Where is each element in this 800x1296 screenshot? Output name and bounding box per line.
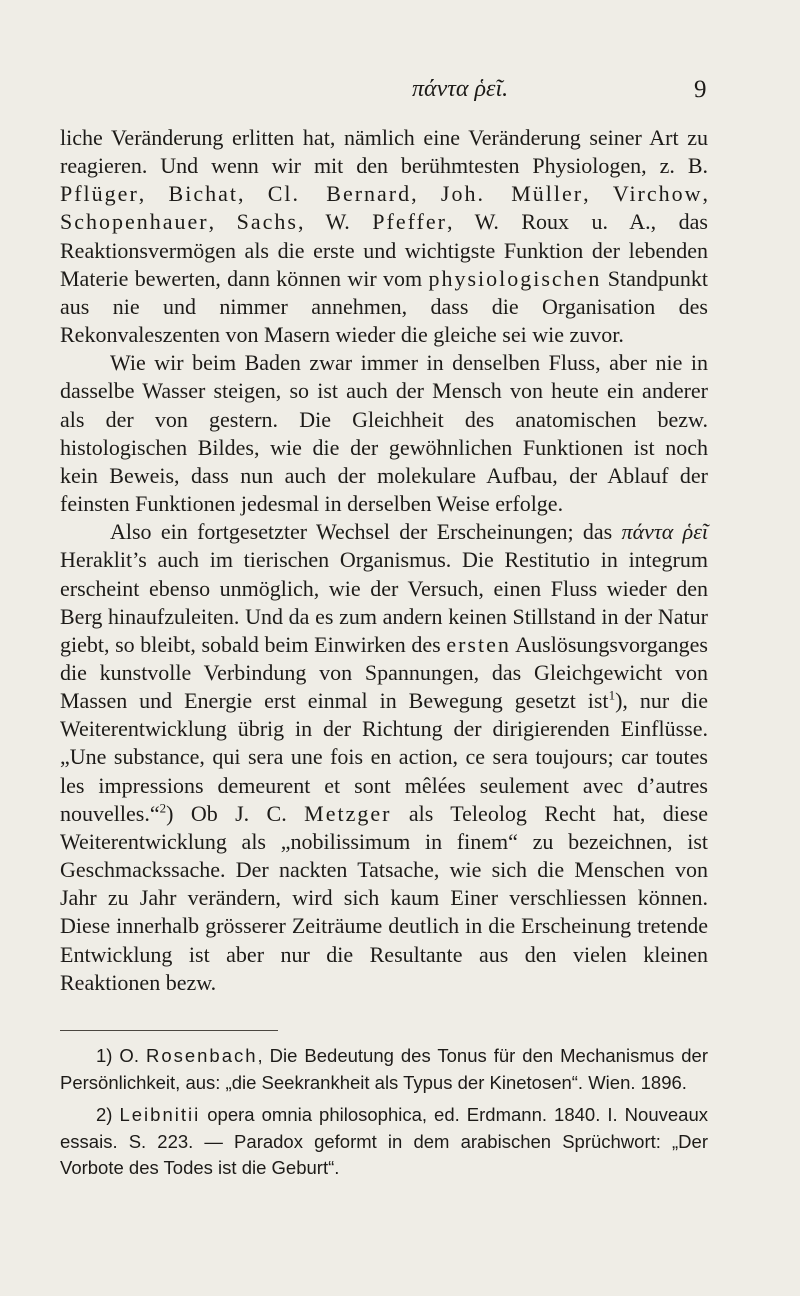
footnote-2 [60, 1102, 708, 1182]
page-header [0, 76, 800, 106]
name-pflueger: Pflüger [60, 181, 139, 207]
body-text [60, 124, 708, 997]
text-run: als Teleolog Recht hat, diese Weiterentwicklung als „nobilissimum in finem“ zu bezeichnen, ist Geschmackssache. Der nackten Tatsache, wie sich die Menschen von Jahr zu Jahr verändern, wird sich kaum Einer verschliessen können. Diese innerhalb grösserer Zeiträume deutlich in die Erscheinung tretende Entwicklung ist aber nur die Resultante aus den vielen kleinen Reaktionen bezw. [60, 800, 709, 995]
name-bernard: Cl. Bernard [267, 181, 412, 207]
name-mueller: Joh. Müller [440, 181, 584, 207]
text-run: , W. [297, 209, 373, 235]
text-run: ) Ob J. C. [166, 800, 305, 826]
text-run: , [702, 181, 709, 207]
text-run: , [138, 181, 169, 207]
footnote-ref-2: 2 [159, 800, 167, 816]
text-run: , [411, 181, 441, 207]
emphasis-physiologischen: physiologischen [428, 265, 602, 291]
running-head: πάντα ῥεῖ. [412, 76, 509, 102]
footnote-text: , Die Bedeutung des Tonus für den Mechanismus der Persönlichkeit, aus: „die Seekrankheit als Typus der Kinetosen“. Wien. 1896. [60, 1045, 708, 1093]
greek-phrase: πάντα ῥεῖ [621, 519, 708, 545]
paragraph-1 [60, 124, 708, 349]
name-virchow: Virchow [612, 181, 703, 207]
footnote-number: 1) O. [96, 1045, 146, 1066]
text-run: Also ein fortgesetzter Wechsel der Erscheinungen; das [110, 519, 622, 545]
name-sachs: Sachs [236, 209, 298, 235]
text-run: Standpunkt aus nie und nimmer annehmen, dass die Organisation des Rekonvaleszenten von Masern wieder die gleiche sei wie zuvor. [60, 265, 708, 348]
name-schopenhauer: Schopenhauer [60, 209, 209, 235]
footnote-text: opera omnia philosophica, ed. Erdmann. 1840. I. Nouveaux essais. S. 223. — Paradox geformt in dem arabischen Sprüchwort: „Der Vorbote des Todes ist die Geburt“. [60, 1104, 708, 1178]
footnote-1 [60, 1043, 708, 1096]
footnote-ref-1: 1 [608, 687, 616, 703]
text-run: ), nur die Weiterentwicklung übrig in der Richtung der dirigierenden Einflüsse. „Une substance, qui sera une fois en action, ce sera toujours; car toutes les impressions demeurent et sont mêlées seulement avec d’autres nouvelles.“ [60, 688, 708, 826]
name-bichat: Bichat [168, 181, 238, 207]
text-run: , [237, 181, 268, 207]
name-pfeffer: Pfeffer [372, 209, 447, 235]
footnote-number: 2) [96, 1104, 120, 1125]
paragraph-2: Wie wir beim Baden zwar immer in denselben Fluss, aber nie in dasselbe Wasser steigen, so ist auch der Mensch von heute ein anderer als der von gestern. Die Gleichheit des anatomischen bezw. histologischen Bildes, wie die der gewöhnlichen Funktionen ist noch kein Beweis, dass nun auch der molekulare Aufbau, der Ablauf der feinsten Funktionen jedesmal in derselben Weise erfolge. [60, 350, 708, 517]
footnote-author: Leibnitii [119, 1104, 201, 1125]
text-run: Auslösungsvorganges die kunstvolle Verbindung von Spannungen, das Gleichgewicht von Massen und Energie erst einmal in Bewegung gesetzt ist [60, 631, 708, 714]
name-metzger: Metzger [304, 800, 392, 826]
footnote-divider [60, 1030, 278, 1031]
footnotes [60, 1043, 708, 1188]
text-run: liche Veränderung erlitten hat, nämlich eine Veränderung seiner Art zu reagieren. Und wenn wir mit den berühmtesten Physiologen, z. B. [60, 125, 708, 179]
paragraph-3 [60, 518, 708, 997]
text-run: Heraklit’s auch im tierischen Organismus. Die Restitutio in integrum erscheint ebenso unmöglich, wie der Versuch, einen Fluss wieder den Berg hinaufzuleiten. Und da es zum andern keinen Stillstand in der Natur giebt, so bleibt, sobald beim Einwirken des [60, 547, 708, 657]
text-run: , [208, 209, 237, 235]
footnote-author: Rosenbach [145, 1045, 258, 1066]
text-run: , [583, 181, 613, 207]
page-number: 9 [694, 76, 707, 103]
emphasis-ersten: ersten [446, 631, 511, 657]
text-run: , W. Roux u. A., das Reaktionsvermögen als die erste und wichtigste Funktion der lebenden Materie bewerten, dann können wir vom [60, 209, 708, 291]
